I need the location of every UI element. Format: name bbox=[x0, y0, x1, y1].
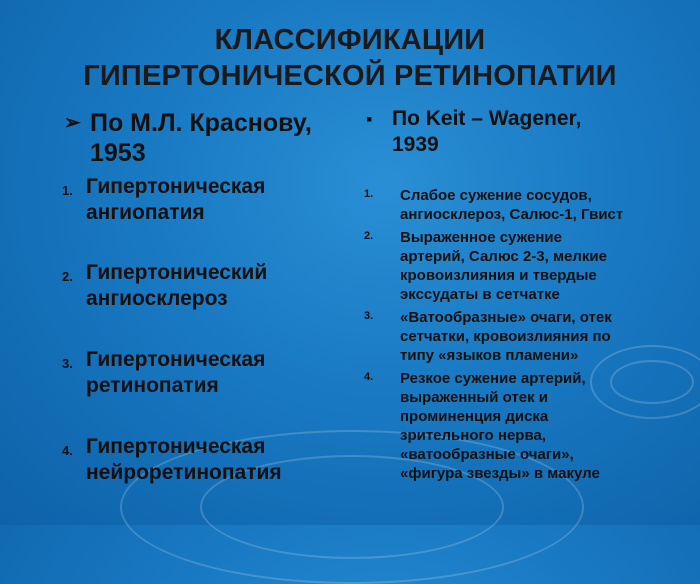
krasnov-item-3 bbox=[62, 347, 265, 399]
keit-wagener-heading-line-1: По Keit – Wagener, bbox=[392, 107, 582, 130]
item-text-line: ангиопатия bbox=[86, 201, 205, 224]
krasnov-item-1 bbox=[62, 174, 265, 226]
item-number: 3. bbox=[364, 310, 374, 322]
item-number: 3. bbox=[62, 356, 73, 371]
item-text-line: выраженный отек и bbox=[400, 389, 549, 406]
arrow-bullet-icon: ➢ bbox=[64, 112, 81, 134]
item-text-line: ретинопатия bbox=[86, 374, 219, 397]
item-text-line: кровоизлияния и твердые bbox=[400, 267, 597, 284]
item-text-line: Выраженное сужение bbox=[400, 229, 562, 246]
keit-wagener-heading bbox=[364, 106, 684, 158]
krasnov-heading-line-2: 1953 bbox=[90, 139, 146, 167]
item-text-line: Слабое сужение сосудов, bbox=[400, 187, 592, 204]
item-text-line: экссудаты в сетчатке bbox=[400, 286, 560, 303]
krasnov-heading bbox=[64, 108, 364, 168]
item-number: 2. bbox=[62, 269, 73, 284]
title-line-2: ГИПЕРТОНИЧЕСКОЙ РЕТИНОПАТИИ bbox=[83, 60, 617, 92]
item-text-line: ангиосклероз, Салюс-1, Гвист bbox=[400, 206, 624, 223]
item-text-line: Резкое сужение артерий, bbox=[400, 370, 586, 387]
keit-wagener-item-2 bbox=[364, 228, 684, 304]
item-number: 2. bbox=[364, 230, 374, 242]
item-number: 1. bbox=[364, 188, 374, 200]
keit-wagener-classification bbox=[364, 106, 684, 487]
item-number: 4. bbox=[62, 443, 73, 458]
krasnov-heading-line-1: По М.Л. Краснову, bbox=[90, 109, 312, 137]
item-text-line: типу «языков пламени» bbox=[400, 347, 579, 364]
keit-wagener-item-3 bbox=[364, 308, 684, 365]
keit-wagener-heading-line-2: 1939 bbox=[392, 133, 439, 156]
keit-wagener-item-4 bbox=[364, 369, 684, 483]
slide-title bbox=[0, 22, 700, 94]
item-text-line: «Ватообразные» очаги, отек bbox=[400, 309, 612, 326]
item-text-line: «ватообразные очаги», bbox=[400, 446, 574, 463]
item-number: 1. bbox=[62, 183, 73, 198]
item-text-line: ангиосклероз bbox=[86, 287, 228, 310]
item-text-line: Гипертоническая bbox=[86, 435, 266, 458]
krasnov-item-2 bbox=[62, 260, 267, 312]
krasnov-classification bbox=[64, 108, 364, 168]
item-text-line: артерий, Салюс 2-3, мелкие bbox=[400, 248, 607, 265]
item-text-line: сетчатки, кровоизлияния по bbox=[400, 328, 611, 345]
krasnov-item-4 bbox=[62, 434, 282, 486]
title-line-1: КЛАССИФИКАЦИИ bbox=[214, 24, 486, 56]
item-text-line: проминенция диска bbox=[400, 408, 549, 425]
keit-wagener-item-1 bbox=[364, 186, 684, 224]
item-text-line: нейроретинопатия bbox=[86, 461, 282, 484]
item-text-line: Гипертонический bbox=[86, 261, 268, 284]
item-text-line: «фигура звезды» в макуле bbox=[400, 465, 600, 482]
item-text-line: Гипертоническая bbox=[86, 348, 266, 371]
item-number: 4. bbox=[364, 371, 374, 383]
item-text-line: зрительного нерва, bbox=[400, 427, 546, 444]
item-text-line: Гипертоническая bbox=[86, 175, 266, 198]
square-bullet-icon: ▪ bbox=[366, 109, 373, 129]
